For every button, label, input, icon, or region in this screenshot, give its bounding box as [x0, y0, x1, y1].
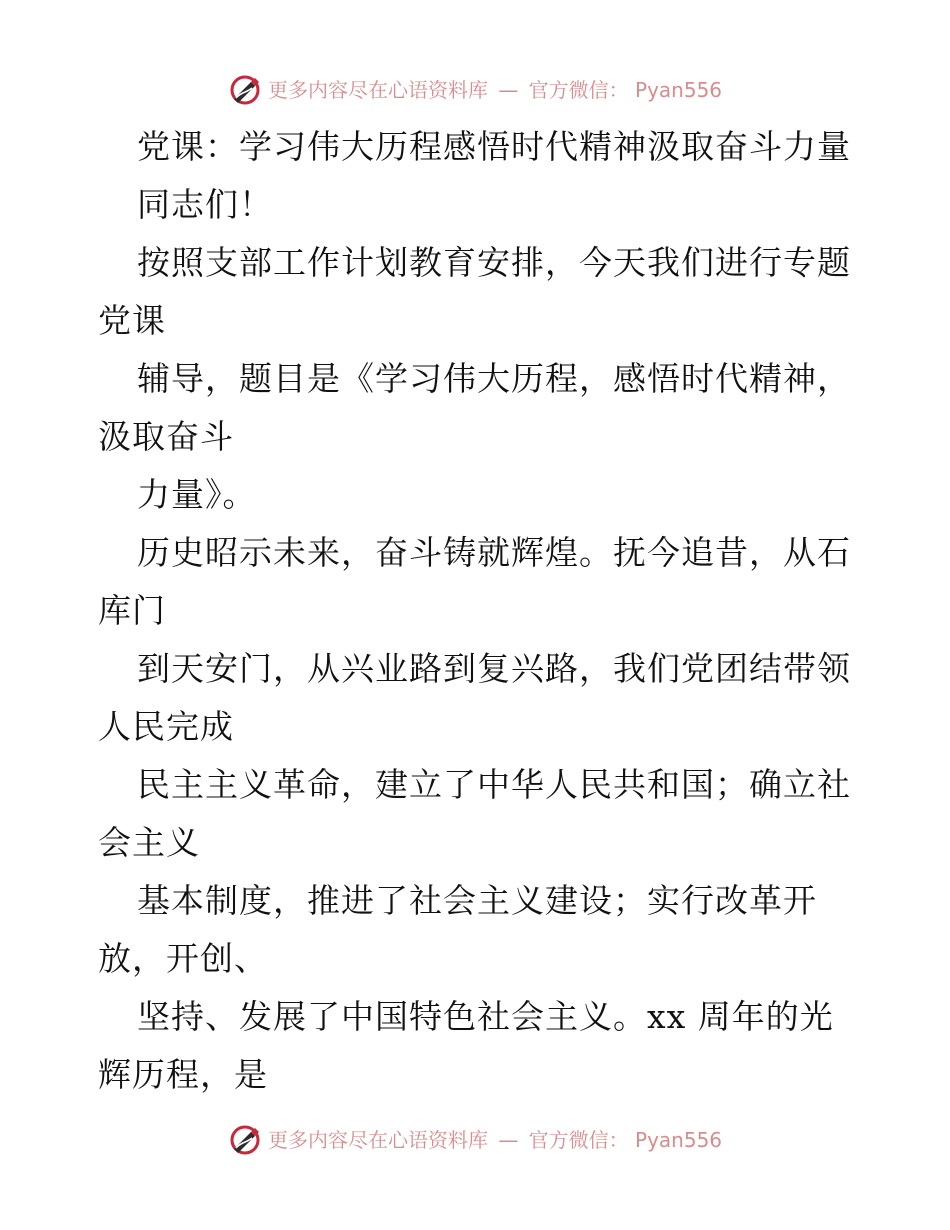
watermark-contact-label: 官方微信：	[528, 1128, 629, 1152]
text-line: 汲取奋斗	[98, 417, 234, 456]
text-line: 历史昭示未来，奋斗铸就辉煌。抚今追昔，从石	[137, 533, 851, 572]
document-title: 党课：学习伟大历程感悟时代精神汲取奋斗力量	[137, 127, 851, 166]
text-line: 基本制度，推进了社会主义建设；实行改革开	[137, 881, 817, 920]
watermark-contact-id: Pyan556	[635, 78, 723, 102]
watermark-contact-id: Pyan556	[635, 1128, 723, 1152]
text-line: 坚持、发展了中国特色社会主义。xx 周年的光	[137, 997, 834, 1036]
watermark-site-name: 更多内容尽在心语资料库	[267, 78, 488, 102]
greeting-line: 同志们！	[137, 185, 273, 224]
watermark-text	[268, 78, 722, 102]
footer-watermark	[0, 1120, 950, 1160]
text-line: 人民完成	[98, 707, 234, 746]
text-line: 辅导，题目是《学习伟大历程，感悟时代精神，	[137, 359, 851, 398]
text-line: 库门	[98, 591, 166, 630]
text-line: 民主主义革命，建立了中华人民共和国；确立社	[137, 765, 851, 804]
watermark-contact-label: 官方微信：	[528, 78, 629, 102]
text-line: 党课	[98, 301, 166, 340]
text-line: 会主义	[98, 823, 200, 862]
text-line: 力量》。	[137, 475, 257, 514]
watermark-separator: —	[498, 78, 519, 102]
watermark-text	[268, 1128, 722, 1152]
text-line: 辉历程，是	[98, 1055, 268, 1094]
header-watermark	[0, 70, 950, 110]
document-body	[98, 118, 858, 1104]
watermark-site-name: 更多内容尽在心语资料库	[267, 1128, 488, 1152]
text-line: 放，开创、	[98, 939, 268, 978]
watermark-logo-icon	[228, 73, 262, 107]
watermark-logo-icon	[228, 1123, 262, 1157]
watermark-separator: —	[498, 1128, 519, 1152]
text-line: 到天安门，从兴业路到复兴路，我们党团结带领	[137, 649, 851, 688]
text-line: 按照支部工作计划教育安排，今天我们进行专题	[137, 243, 851, 282]
